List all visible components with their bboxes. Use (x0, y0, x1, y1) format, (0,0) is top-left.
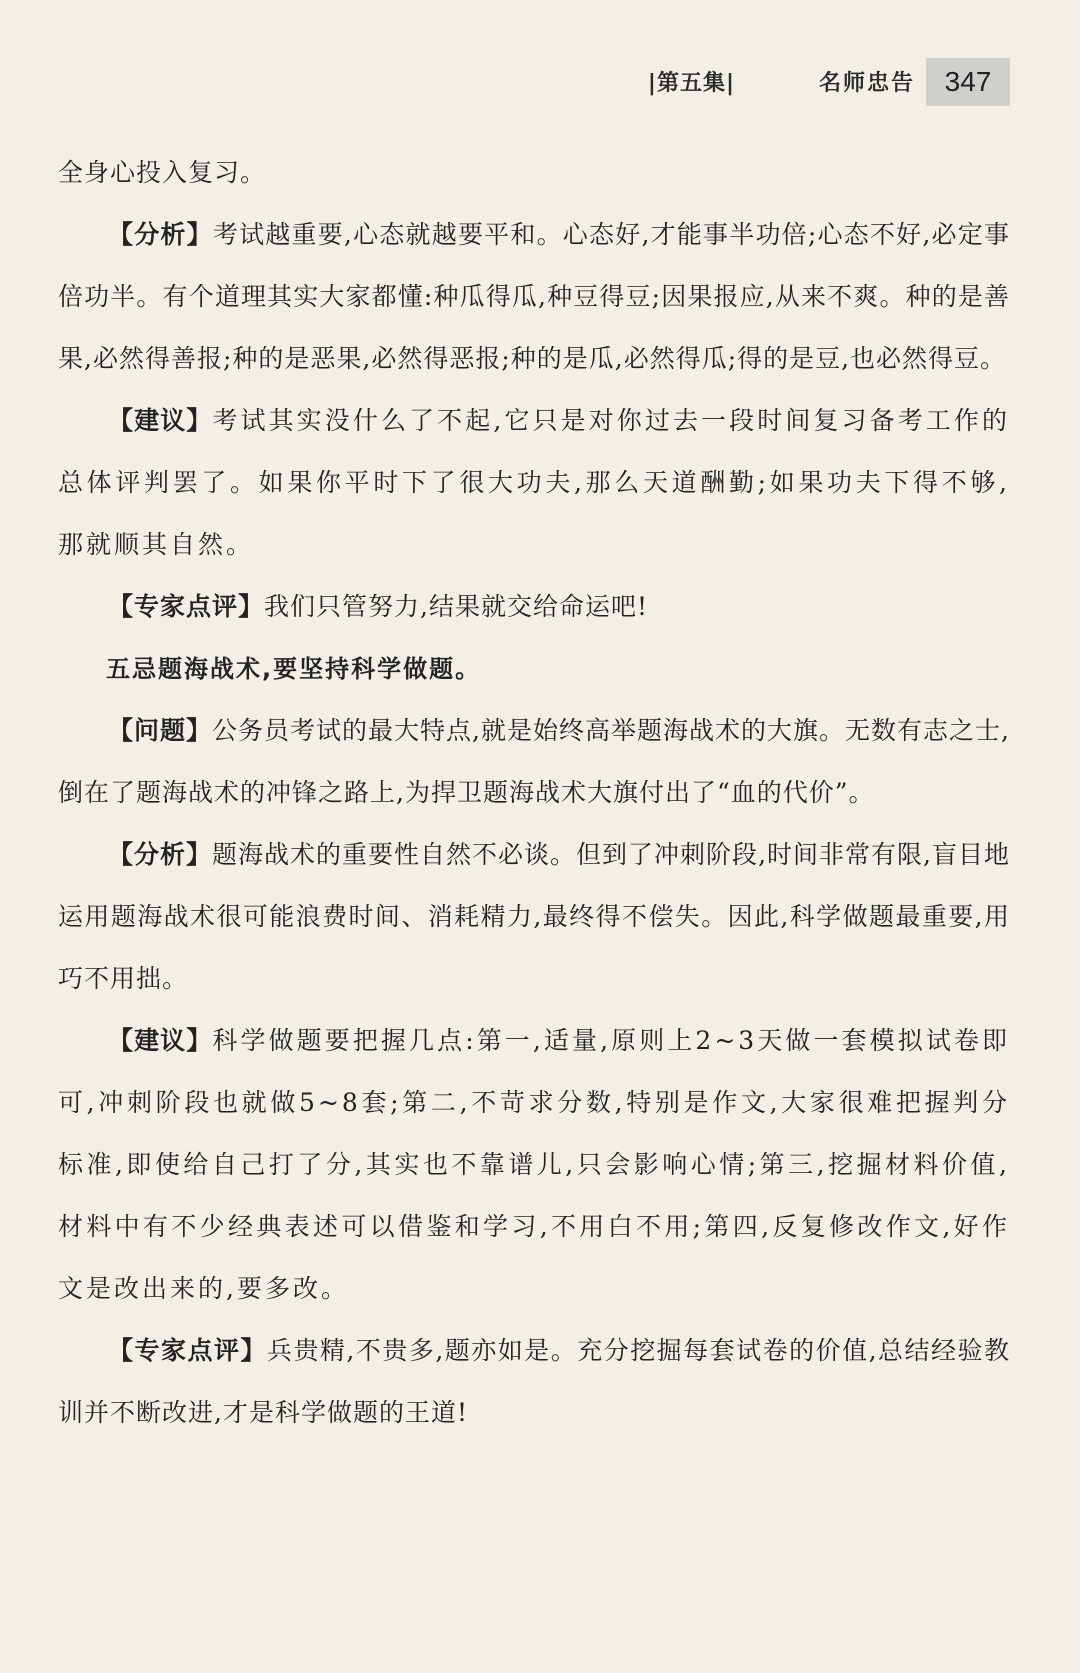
tag-expert-comment: 【专家点评】 (108, 592, 265, 621)
tag-suggestion: 【建议】 (108, 406, 213, 435)
page-number: 347 (944, 66, 992, 97)
tag-analysis: 【分析】 (108, 220, 213, 249)
paragraph-suggestion-2 (58, 1010, 1010, 1320)
section-heading: 五忌题海战术,要坚持科学做题。 (106, 655, 482, 683)
paragraph-expert-comment-2 (58, 1320, 1010, 1444)
paragraph-suggestion-1 (58, 390, 1010, 576)
paragraph-continuation: 全身心投入复习。 (58, 158, 267, 187)
page-number-box (926, 58, 1010, 106)
chapter-label: |第五集| (647, 71, 735, 96)
tag-expert-comment: 【专家点评】 (108, 1336, 267, 1365)
paragraph-question (58, 700, 1010, 824)
paragraph-text: 考试越重要,心态就越要平和。心态好,才能事半功倍;心态不好,必定事倍功半。有个道理其实大家都懂:种瓜得瓜,种豆得豆;因果报应,从来不爽。种的是善果,必然得善报;种的是恶果,必然得恶报;种的是瓜,必然得瓜;得的是豆,也必然得豆。 (58, 220, 1010, 373)
tag-analysis: 【分析】 (108, 840, 213, 869)
page-header (0, 58, 1080, 114)
tag-suggestion: 【建议】 (108, 1026, 213, 1055)
section-title: 名师忠告 (818, 71, 915, 96)
paragraph-text: 我们只管努力,结果就交给命运吧! (264, 592, 649, 621)
paragraph-text: 考试其实没什么了不起,它只是对你过去一段时间复习备考工作的总体评判罢了。如果你平时下了很大功夫,那么天道酬勤;如果功夫下得不够,那就顺其自然。 (58, 406, 1010, 559)
tag-question: 【问题】 (108, 716, 213, 745)
paragraph-text: 兵贵精,不贵多,题亦如是。充分挖掘每套试卷的价值,总结经验教训并不断改进,才是科学做题的王道! (58, 1336, 1010, 1427)
paragraph-expert-comment-1 (58, 576, 1010, 638)
paragraph-text: 公务员考试的最大特点,就是始终高举题海战术的大旗。无数有志之士,倒在了题海战术的冲锋之路上,为捍卫题海战术大旗付出了“血的代价”。 (58, 716, 1010, 807)
paragraph-analysis-2 (58, 824, 1010, 1010)
paragraph-text: 科学做题要把握几点:第一,适量,原则上2~3天做一套模拟试卷即可,冲刺阶段也就做5~8套;第二,不苛求分数,特别是作文,大家很难把握判分标准,即使给自己打了分,其实也不靠谱儿,只会影响心情;第三,挖掘材料价值,材料中有不少经典表述可以借鉴和学习,不用白不用;第四,反复修改作文,好作文是改出来的,要多改。 (58, 1026, 1010, 1303)
page-body (58, 142, 1010, 1444)
paragraph-analysis-1 (58, 204, 1010, 390)
paragraph-text: 题海战术的重要性自然不必谈。但到了冲刺阶段,时间非常有限,盲目地运用题海战术很可能浪费时间、消耗精力,最终得不偿失。因此,科学做题最重要,用巧不用拙。 (58, 840, 1010, 993)
